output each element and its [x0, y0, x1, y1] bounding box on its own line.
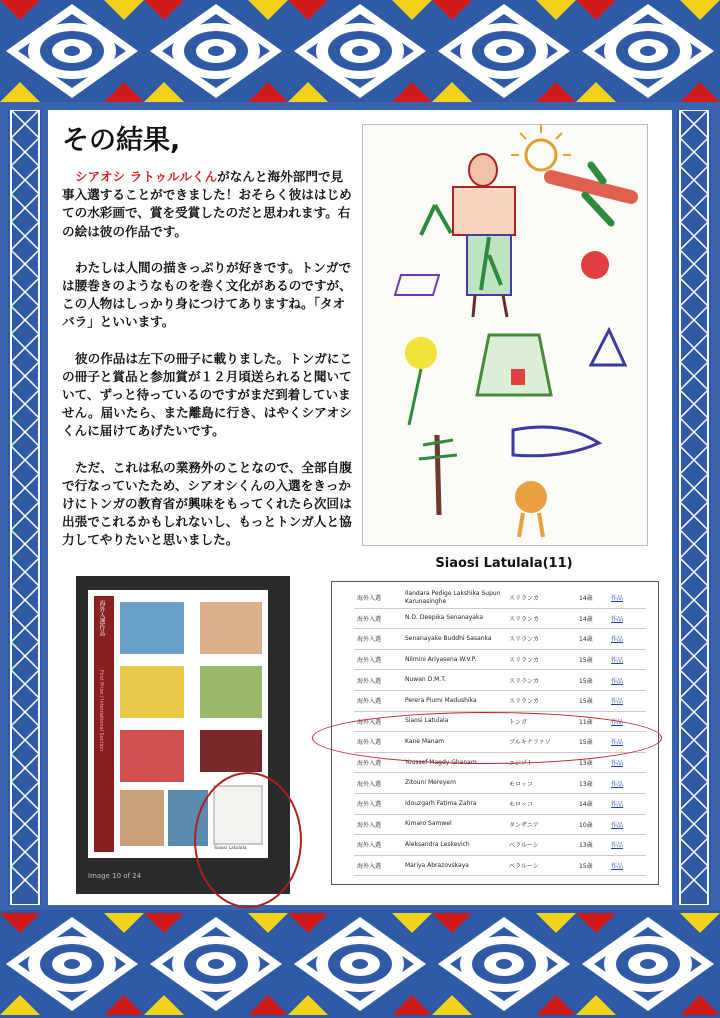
paragraph-3: 彼の作品は左下の冊子に載りました。トンガにこの冊子と賞品と参加賞が１２月頃送られると聞いていて、ずっと待っているのですがまだ到着していません。届いたら、また離島に行き、はやくシアオシくんに届けてあげたいです。 [62, 350, 353, 439]
decorative-border-top [0, 0, 720, 102]
table-row [354, 690, 646, 711]
country-cell: スリランカ [506, 588, 576, 608]
artwork-image [362, 124, 648, 546]
name-cell: Kane Manam [402, 732, 506, 753]
award-cell: 海外入選 [354, 752, 402, 773]
name-cell: Ilandara Pedige Lakshika Supun Karunasinghe [402, 588, 506, 608]
award-cell: 海外入選 [354, 588, 402, 608]
age-cell: 13歳 [576, 752, 608, 773]
award-cell: 海外入選 [354, 855, 402, 876]
pattern-left-icon [8, 110, 42, 905]
age-cell: 15歳 [576, 732, 608, 753]
booklet-side-label: First Prize / International Section [98, 670, 104, 752]
name-cell: Kimaro Samwel [402, 814, 506, 835]
country-cell: エジプト [506, 752, 576, 773]
table-row [354, 629, 646, 650]
pattern-top-icon [0, 0, 720, 102]
highlighted-name: シアオシ ラトゥルルくん [75, 169, 218, 184]
award-cell: 海外入選 [354, 814, 402, 835]
paragraph-4: ただ、これは私の業務外のことなので、全部自腹で行なっていたため、シアオシくんの入選をきっかけにトンガの教育省が興味をもってくれたら次回は出張でこれるかもしれないし、もっとトンガ人と協力してやりたいと思いました。 [62, 459, 352, 548]
age-cell: 15歳 [576, 670, 608, 691]
country-cell: スリランカ [506, 649, 576, 670]
age-cell: 13歳 [576, 773, 608, 794]
name-cell: Youssef Magdy Ghanam [402, 752, 506, 773]
table-row [354, 670, 646, 691]
work-link[interactable]: 作品 [608, 773, 646, 794]
pattern-bottom-icon [0, 910, 720, 1018]
decorative-border-right [677, 110, 711, 905]
age-cell: 11歳 [576, 711, 608, 732]
name-cell: Idouzgarh Fatima Zahra [402, 793, 506, 814]
age-cell: 14歳 [576, 588, 608, 608]
award-cell: 海外入選 [354, 690, 402, 711]
age-cell: 14歳 [576, 793, 608, 814]
award-cell: 海外入選 [354, 732, 402, 753]
name-cell: Senanayake Buddhi Sasanka [402, 629, 506, 650]
work-link[interactable]: 作品 [608, 711, 646, 732]
name-cell: Aleksandra Leskevich [402, 835, 506, 856]
table-row [354, 649, 646, 670]
name-cell: Perera Piumi Madushika [402, 690, 506, 711]
award-cell: 海外入選 [354, 793, 402, 814]
country-cell: タンザニア [506, 814, 576, 835]
table-row [354, 793, 646, 814]
age-cell: 14歳 [576, 608, 608, 629]
country-cell: モロッコ [506, 793, 576, 814]
age-cell: 13歳 [576, 835, 608, 856]
pattern-right-icon [677, 110, 711, 905]
age-cell: 14歳 [576, 629, 608, 650]
age-cell: 10歳 [576, 814, 608, 835]
country-cell: ベラルーシ [506, 835, 576, 856]
work-link[interactable]: 作品 [608, 793, 646, 814]
name-cell: Nilmini Ariyasena W.V.P. [402, 649, 506, 670]
age-cell: 15歳 [576, 649, 608, 670]
age-cell: 15歳 [576, 690, 608, 711]
work-link[interactable]: 作品 [608, 649, 646, 670]
country-cell: ブルキナファソ [506, 732, 576, 753]
artwork-caption: Siaosi Latulala(11) [435, 556, 573, 571]
name-cell: Siaosi Latulala [402, 711, 506, 732]
article-body [62, 168, 354, 568]
award-cell: 海外入選 [354, 649, 402, 670]
award-cell: 海外入選 [354, 835, 402, 856]
award-cell: 海外入選 [354, 629, 402, 650]
work-link[interactable]: 作品 [608, 629, 646, 650]
paragraph-1 [62, 168, 354, 241]
award-cell: 海外入選 [354, 711, 402, 732]
booklet-highlight-circle [194, 772, 302, 908]
age-cell: 15歳 [576, 855, 608, 876]
table-row [354, 608, 646, 629]
name-cell: Nuwan D.M.T. [402, 670, 506, 691]
work-link[interactable]: 作品 [608, 608, 646, 629]
country-cell: モロッコ [506, 773, 576, 794]
decorative-border-bottom [0, 910, 720, 1018]
table-row [354, 855, 646, 876]
booklet-page-caption: Image 10 of 24 [88, 872, 142, 880]
work-link[interactable]: 作品 [608, 835, 646, 856]
country-cell: スリランカ [506, 608, 576, 629]
country-cell: ベラルーシ [506, 855, 576, 876]
name-cell: Zitouni Mereyem [402, 773, 506, 794]
work-link[interactable]: 作品 [608, 670, 646, 691]
work-link[interactable]: 作品 [608, 752, 646, 773]
country-cell: スリランカ [506, 629, 576, 650]
booklet-highlighted-entry: Siaosi Latulala [214, 846, 247, 851]
award-cell: 海外入選 [354, 670, 402, 691]
work-link[interactable]: 作品 [608, 732, 646, 753]
country-cell: トンガ [506, 711, 576, 732]
table-row [354, 835, 646, 856]
work-link[interactable]: 作品 [608, 690, 646, 711]
work-link[interactable]: 作品 [608, 588, 646, 608]
work-link[interactable]: 作品 [608, 855, 646, 876]
award-cell: 海外入選 [354, 773, 402, 794]
country-cell: スリランカ [506, 690, 576, 711]
highlight-oval [312, 712, 662, 764]
decorative-border-left [8, 110, 42, 905]
work-link[interactable]: 作品 [608, 814, 646, 835]
paragraph-1-text: がなんと海外部門で見事入選することができました！おそらく彼ははじめての水彩画で、賞を受賞したのだと思われます。右の絵は彼の作品です。 [62, 169, 352, 239]
page-title: その結果, [62, 125, 181, 156]
name-cell: N.D. Deepika Senanayaka [402, 608, 506, 629]
country-cell: スリランカ [506, 670, 576, 691]
table-row [354, 814, 646, 835]
name-cell: Mariya Abrazovskaya [402, 855, 506, 876]
painting-icon [363, 125, 647, 545]
table-row [354, 773, 646, 794]
paragraph-2: わたしは人間の描きっぷりが好きです。トンガでは腰巻きのようなものを巻く文化があるのですが、この人物はしっかり身につけてありますね。「タオバラ」といいます。 [62, 259, 352, 330]
booklet-section-label: 海外入選作品 [98, 600, 105, 636]
award-cell: 海外入選 [354, 608, 402, 629]
table-row [354, 588, 646, 608]
booklet-photo [76, 576, 290, 894]
